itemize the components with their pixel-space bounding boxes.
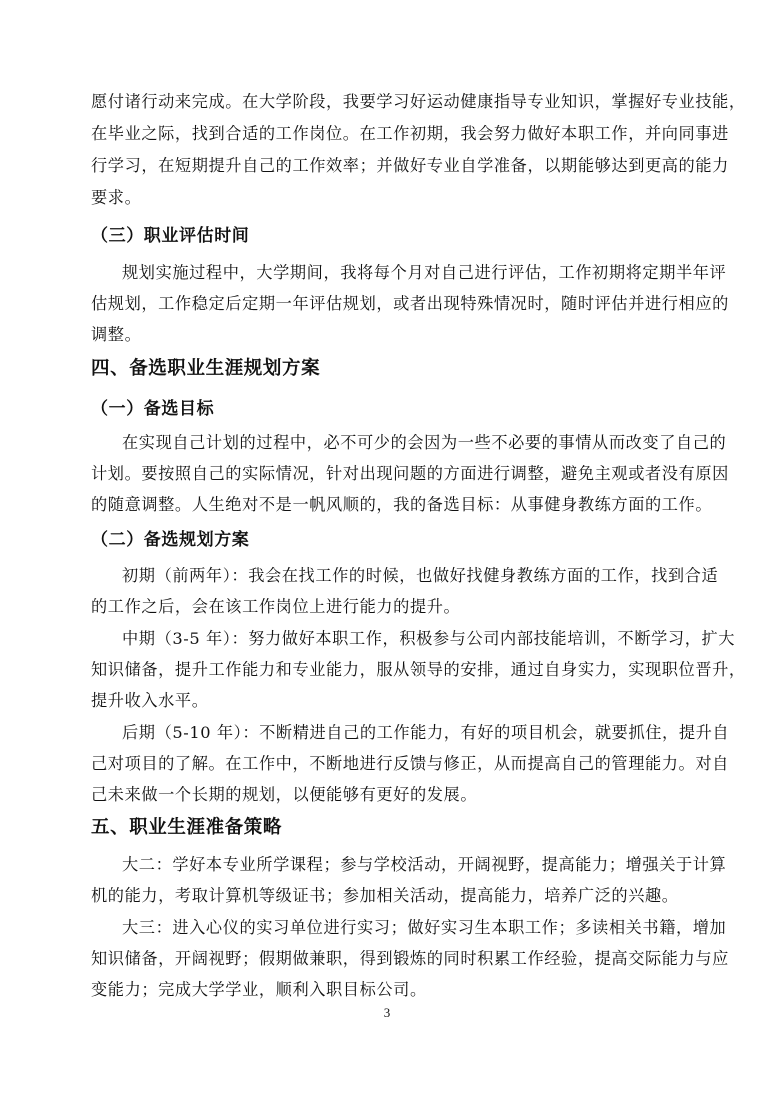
paragraph-line: 大二：学好本专业所学课程；参与学校活动，开阔视野，提高能力；增强关于计算 bbox=[122, 855, 727, 874]
subheading-alternative-plan: （二）备选规划方案 bbox=[91, 530, 250, 550]
paragraph-line: 己对项目的了解。在工作中，不断地进行反馈与修正，从而提高自己的管理能力。对自 bbox=[91, 754, 729, 773]
paragraph-line: 调整。 bbox=[91, 325, 142, 344]
paragraph-line: 行学习，在短期提升自己的工作效率；并做好专业自学准备，以期能够达到更高的能力 bbox=[91, 156, 729, 175]
paragraph-line: 变能力；完成大学学业，顺利入职目标公司。 bbox=[91, 980, 427, 999]
paragraph-line: 初期（前两年）：我会在找工作的时候，也做好找健身教练方面的工作，找到合适 bbox=[122, 566, 719, 585]
subheading-alternative-goal: （一）备选目标 bbox=[91, 399, 215, 419]
page-number: 3 bbox=[383, 1005, 391, 1020]
section-heading-preparation-strategy: 五、职业生涯准备策略 bbox=[91, 817, 283, 838]
paragraph-line: 规划实施过程中，大学期间，我将每个月对自己进行评估，工作初期将定期半年评 bbox=[122, 263, 727, 282]
paragraph-line: 愿付诸行动来完成。在大学阶段，我要学习好运动健康指导专业知识，掌握好专业技能， bbox=[91, 92, 746, 111]
section-heading-alternative-plan: 四、备选职业生涯规划方案 bbox=[91, 358, 321, 379]
paragraph-line: 要求。 bbox=[91, 188, 142, 207]
paragraph-line: 的随意调整。人生绝对不是一帆风顺的，我的备选目标：从事健身教练方面的工作。 bbox=[91, 495, 713, 514]
paragraph-line: 提升收入水平。 bbox=[91, 691, 209, 710]
paragraph-line: 知识储备，提升工作能力和专业能力，服从领导的安排，通过自身实力，实现职位晋升， bbox=[91, 660, 746, 679]
paragraph-line: 己未来做一个长期的规划，以便能够有更好的发展。 bbox=[91, 785, 478, 804]
paragraph-line: 大三：进入心仪的实习单位进行实习；做好实习生本职工作；多读相关书籍，增加 bbox=[122, 918, 727, 937]
paragraph-line: 后期（5-10 年）：不断精进自己的工作能力，有好的项目机会，就要抓住，提升自 bbox=[122, 723, 730, 742]
paragraph-line: 在实现自己计划的过程中，必不可少的会因为一些不必要的事情从而改变了自己的 bbox=[122, 433, 727, 452]
paragraph-line: 估规划，工作稳定后定期一年评估规划，或者出现特殊情况时，随时评估并进行相应的 bbox=[91, 294, 729, 313]
paragraph-line: 在毕业之际，找到合适的工作岗位。在工作初期，我会努力做好本职工作，并向同事进 bbox=[91, 124, 729, 143]
subheading-evaluation-time: （三）职业评估时间 bbox=[91, 226, 250, 246]
paragraph-line: 中期（3-5 年）：努力做好本职工作，积极参与公司内部技能培训，不断学习，扩大 bbox=[122, 629, 736, 648]
paragraph-line: 计划。要按照自己的实际情况，针对出现问题的方面进行调整，避免主观或者没有原因 bbox=[91, 464, 729, 483]
paragraph-line: 知识储备，开阔视野；假期做兼职，得到锻炼的同时积累工作经验，提高交际能力与应 bbox=[91, 949, 729, 968]
paragraph-line: 机的能力，考取计算机等级证书；参加相关活动，提高能力，培养广泛的兴趣。 bbox=[91, 886, 679, 905]
paragraph-line: 的工作之后，会在该工作岗位上进行能力的提升。 bbox=[91, 597, 461, 616]
